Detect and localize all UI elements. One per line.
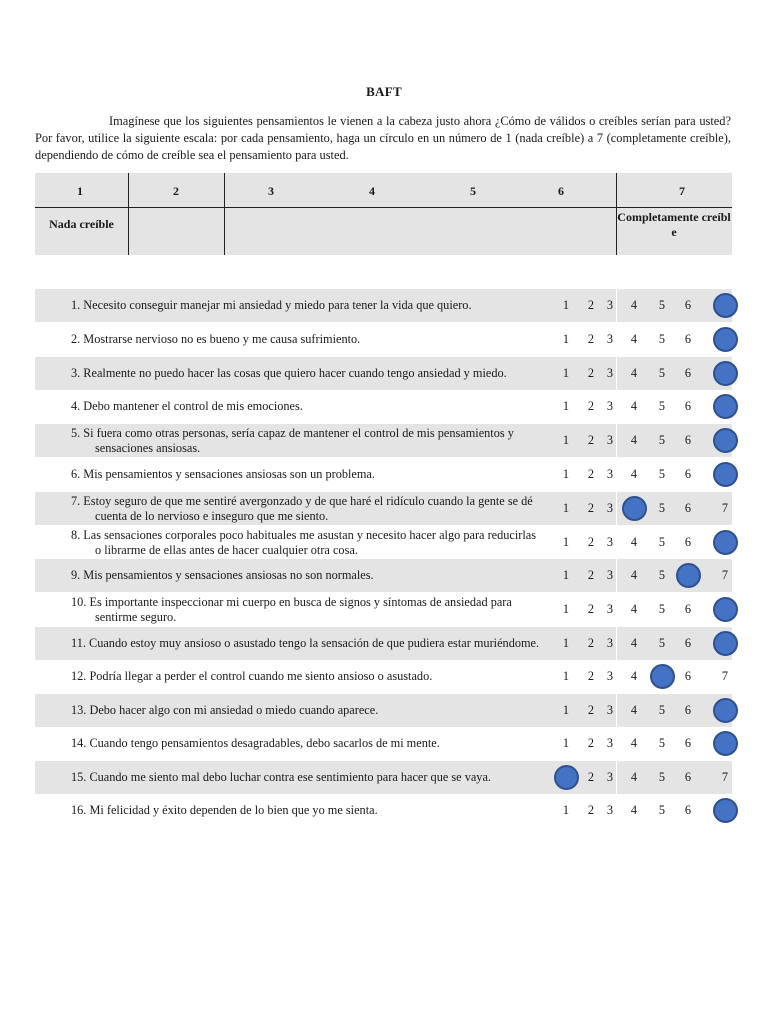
rating-option-1[interactable]: 1	[562, 298, 570, 312]
scale-gridline	[128, 173, 129, 255]
question-text	[71, 761, 541, 794]
selected-rating-circle[interactable]	[713, 327, 738, 352]
rating-option-3[interactable]: 3	[606, 366, 614, 380]
rating-option-2[interactable]: 2	[587, 602, 595, 616]
rating-option-4[interactable]: 4	[630, 332, 638, 346]
question-row	[35, 660, 732, 693]
question-text	[71, 323, 541, 356]
question-label: 3. Realmente no puedo hacer las cosas que quiero hacer cuando tengo ansiedad y miedo.	[71, 366, 507, 381]
rating-option-6[interactable]: 6	[684, 770, 692, 784]
rating-option-1[interactable]: 1	[562, 433, 570, 447]
rating-option-4[interactable]: 4	[630, 736, 638, 750]
rating-option-5[interactable]: 5	[658, 501, 666, 515]
rating-option-5[interactable]: 5	[658, 703, 666, 717]
rating-option-4[interactable]: 4	[630, 770, 638, 784]
selected-rating-circle[interactable]	[713, 293, 738, 318]
scale-legend	[35, 173, 732, 255]
rating-option-5[interactable]: 5	[658, 636, 666, 650]
rating-option-7[interactable]: 7	[721, 770, 729, 784]
rating-option-2[interactable]: 2	[587, 399, 595, 413]
question-label: 16. Mi felicidad y éxito dependen de lo bien que yo me sienta.	[71, 803, 378, 818]
scale-low-label: Nada creíble	[49, 217, 114, 231]
rating-option-2[interactable]: 2	[587, 366, 595, 380]
rating-option-5[interactable]: 5	[658, 770, 666, 784]
scale-number: 5	[470, 184, 476, 198]
selected-rating-circle[interactable]	[713, 462, 738, 487]
question-label: 15. Cuando me siento mal debo luchar contra ese sentimiento para hacer que se vaya.	[71, 770, 491, 785]
rating-option-4[interactable]: 4	[630, 602, 638, 616]
rating-option-1[interactable]: 1	[562, 803, 570, 817]
scale-number: 6	[558, 184, 564, 198]
rating-option-2[interactable]: 2	[587, 298, 595, 312]
rating-option-5[interactable]: 5	[658, 535, 666, 549]
rating-option-6[interactable]: 6	[684, 467, 692, 481]
question-text	[71, 390, 541, 423]
rating-option-6[interactable]: 6	[684, 669, 692, 683]
question-row	[35, 627, 732, 660]
rating-option-6[interactable]: 6	[684, 298, 692, 312]
question-text	[71, 492, 541, 525]
question-text	[71, 694, 541, 727]
rating-option-5[interactable]: 5	[658, 803, 666, 817]
rating-option-2[interactable]: 2	[587, 467, 595, 481]
rating-option-1[interactable]: 1	[562, 636, 570, 650]
scale-high-label: Completamente creíble	[617, 210, 731, 239]
question-label: 5. Si fuera como otras personas, sería capaz de mantener el control de mis pensamientos y sensaciones ansiosas.	[71, 426, 514, 455]
rating-option-5[interactable]: 5	[658, 602, 666, 616]
question-row	[35, 424, 732, 457]
rating-option-1[interactable]: 1	[562, 366, 570, 380]
rating-option-7[interactable]: 7	[721, 568, 729, 582]
question-row	[35, 761, 732, 794]
rating-option-1[interactable]: 1	[562, 332, 570, 346]
selected-rating-circle[interactable]	[676, 563, 701, 588]
selected-rating-circle[interactable]	[713, 698, 738, 723]
selected-rating-circle[interactable]	[622, 496, 647, 521]
question-text	[71, 794, 541, 827]
selected-rating-circle[interactable]	[713, 394, 738, 419]
question-row	[35, 727, 732, 760]
question-label: 8. Las sensaciones corporales poco habituales me asustan y necesito hacer algo para reducirlas o librarme de ellas antes de hacer cualquier otra cosa.	[71, 528, 537, 557]
scale-number: 4	[369, 184, 375, 198]
rating-option-1[interactable]: 1	[562, 703, 570, 717]
rating-option-3[interactable]: 3	[606, 703, 614, 717]
rating-option-1[interactable]: 1	[562, 535, 570, 549]
rating-option-3[interactable]: 3	[606, 568, 614, 582]
rating-option-5[interactable]: 5	[658, 366, 666, 380]
rating-option-1[interactable]: 1	[562, 602, 570, 616]
rating-option-3[interactable]: 3	[606, 535, 614, 549]
rating-option-3[interactable]: 3	[606, 770, 614, 784]
rating-option-1[interactable]: 1	[562, 399, 570, 413]
question-label: 10. Es importante inspeccionar mi cuerpo en busca de signos y síntomas de ansiedad para sentirme seguro.	[71, 595, 512, 624]
rating-option-6[interactable]: 6	[684, 736, 692, 750]
question-label: 13. Debo hacer algo con mi ansiedad o miedo cuando aparece.	[71, 703, 379, 718]
rating-option-1[interactable]: 1	[562, 669, 570, 683]
selected-rating-circle[interactable]	[713, 631, 738, 656]
rating-option-4[interactable]: 4	[630, 669, 638, 683]
question-text	[71, 593, 541, 626]
rating-option-6[interactable]: 6	[684, 803, 692, 817]
rating-option-2[interactable]: 2	[587, 803, 595, 817]
rating-option-3[interactable]: 3	[606, 501, 614, 515]
rating-option-6[interactable]: 6	[684, 535, 692, 549]
question-row	[35, 794, 732, 827]
rating-option-4[interactable]: 4	[630, 399, 638, 413]
rating-option-5[interactable]: 5	[658, 568, 666, 582]
rating-option-7[interactable]: 7	[721, 669, 729, 683]
question-row	[35, 357, 732, 390]
page-title: BAFT	[366, 84, 402, 99]
rating-option-2[interactable]: 2	[587, 501, 595, 515]
rating-option-4[interactable]: 4	[630, 298, 638, 312]
rating-option-4[interactable]: 4	[630, 535, 638, 549]
question-label: 1. Necesito conseguir manejar mi ansiedad y miedo para tener la vida que quiero.	[71, 298, 472, 313]
selected-rating-circle[interactable]	[713, 428, 738, 453]
rating-option-3[interactable]: 3	[606, 736, 614, 750]
instructions-paragraph: Imagínese que los siguientes pensamientos le vienen a la cabeza justo ahora ¿Cómo de válidos o creíbles serían para usted? Por favor, utilice la siguiente escala: por cada pensamiento, haga un círculo en un número de 1 (nada creíble) a 7 (completamente creíble), dependiendo de cómo de creíble sea el pensamiento para usted.	[35, 114, 731, 162]
rating-option-3[interactable]: 3	[606, 803, 614, 817]
rating-option-2[interactable]: 2	[587, 332, 595, 346]
rating-option-6[interactable]: 6	[684, 399, 692, 413]
question-row	[35, 289, 732, 322]
question-text	[71, 526, 541, 559]
scale-divider	[35, 207, 732, 208]
selected-rating-circle[interactable]	[554, 765, 579, 790]
scale-number: 2	[173, 184, 179, 198]
scale-gridline	[224, 173, 225, 255]
rating-option-6[interactable]: 6	[684, 366, 692, 380]
selected-rating-circle[interactable]	[713, 731, 738, 756]
question-row	[35, 526, 732, 559]
question-label: 2. Mostrarse nervioso no es bueno y me causa sufrimiento.	[71, 332, 361, 347]
rating-option-5[interactable]: 5	[658, 298, 666, 312]
rating-option-4[interactable]: 4	[630, 703, 638, 717]
question-row	[35, 559, 732, 592]
rating-option-6[interactable]: 6	[684, 501, 692, 515]
rating-option-4[interactable]: 4	[630, 467, 638, 481]
rating-option-1[interactable]: 1	[562, 568, 570, 582]
question-label: 11. Cuando estoy muy ansioso o asustado tengo la sensación de que pudiera estar muriéndome.	[71, 636, 540, 651]
rating-option-3[interactable]: 3	[606, 298, 614, 312]
rating-option-2[interactable]: 2	[587, 636, 595, 650]
rating-option-4[interactable]: 4	[630, 366, 638, 380]
rating-option-5[interactable]: 5	[658, 399, 666, 413]
question-label: 12. Podría llegar a perder el control cuando me siento ansioso o asustado.	[71, 669, 433, 684]
rating-option-2[interactable]: 2	[587, 736, 595, 750]
rating-option-1[interactable]: 1	[562, 467, 570, 481]
rating-option-4[interactable]: 4	[630, 433, 638, 447]
rating-option-3[interactable]: 3	[606, 602, 614, 616]
rating-option-6[interactable]: 6	[684, 433, 692, 447]
rating-option-2[interactable]: 2	[587, 568, 595, 582]
rating-option-4[interactable]: 4	[630, 636, 638, 650]
rating-option-3[interactable]: 3	[606, 669, 614, 683]
question-label: 9. Mis pensamientos y sensaciones ansiosas no son normales.	[71, 568, 374, 583]
question-row	[35, 390, 732, 423]
rating-option-3[interactable]: 3	[606, 467, 614, 481]
selected-rating-circle[interactable]	[650, 664, 675, 689]
rating-option-4[interactable]: 4	[630, 803, 638, 817]
question-row	[35, 323, 732, 356]
rating-option-3[interactable]: 3	[606, 636, 614, 650]
question-text	[71, 458, 541, 491]
scale-number: 3	[268, 184, 274, 198]
question-row	[35, 593, 732, 626]
rating-option-6[interactable]: 6	[684, 636, 692, 650]
rating-option-2[interactable]: 2	[587, 669, 595, 683]
rating-option-7[interactable]: 7	[721, 501, 729, 515]
rating-option-2[interactable]: 2	[587, 770, 595, 784]
question-label: 7. Estoy seguro de que me sentiré avergonzado y de que haré el ridículo cuando la gente se dé cuenta de lo nervioso e inseguro que me siento.	[71, 494, 533, 523]
question-label: 4. Debo mantener el control de mis emociones.	[71, 399, 303, 414]
question-text	[71, 559, 541, 592]
rating-option-6[interactable]: 6	[684, 602, 692, 616]
question-label: 14. Cuando tengo pensamientos desagradables, debo sacarlos de mi mente.	[71, 736, 440, 751]
question-text	[71, 727, 541, 760]
selected-rating-circle[interactable]	[713, 530, 738, 555]
question-row	[35, 458, 732, 491]
rating-option-4[interactable]: 4	[630, 568, 638, 582]
scale-number: 7	[679, 184, 685, 198]
rating-option-1[interactable]: 1	[562, 501, 570, 515]
question-text	[71, 660, 541, 693]
rating-option-6[interactable]: 6	[684, 703, 692, 717]
question-label: 6. Mis pensamientos y sensaciones ansiosas son un problema.	[71, 467, 375, 482]
question-text	[71, 424, 541, 457]
selected-rating-circle[interactable]	[713, 597, 738, 622]
question-text	[71, 357, 541, 390]
selected-rating-circle[interactable]	[713, 361, 738, 386]
question-row	[35, 694, 732, 727]
rating-option-5[interactable]: 5	[658, 736, 666, 750]
rating-option-5[interactable]: 5	[658, 332, 666, 346]
rating-option-3[interactable]: 3	[606, 332, 614, 346]
question-text	[71, 289, 541, 322]
scale-number: 1	[77, 184, 83, 198]
question-row	[35, 492, 732, 525]
rating-option-1[interactable]: 1	[562, 736, 570, 750]
rating-option-3[interactable]: 3	[606, 399, 614, 413]
rating-option-6[interactable]: 6	[684, 332, 692, 346]
question-text	[71, 627, 541, 660]
rating-option-3[interactable]: 3	[606, 433, 614, 447]
rating-option-2[interactable]: 2	[587, 703, 595, 717]
selected-rating-circle[interactable]	[713, 798, 738, 823]
rating-option-2[interactable]: 2	[587, 433, 595, 447]
rating-option-5[interactable]: 5	[658, 467, 666, 481]
rating-option-2[interactable]: 2	[587, 535, 595, 549]
rating-option-5[interactable]: 5	[658, 433, 666, 447]
